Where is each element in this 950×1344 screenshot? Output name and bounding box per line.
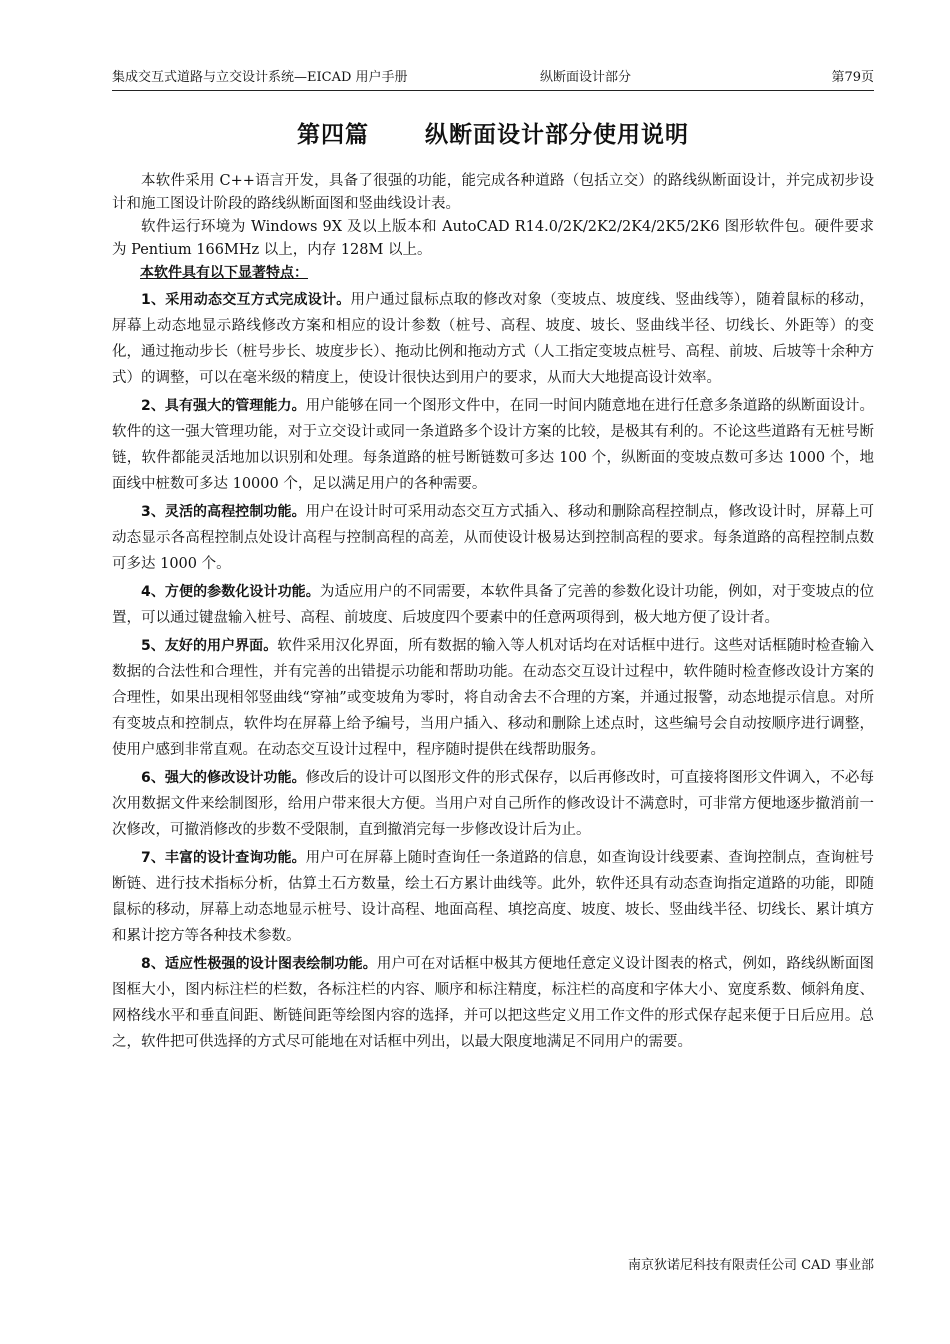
feature-body-7: 用户可在屏幕上随时查询任一条道路的信息，如查询设计线要素、查询控制点，查询桩号断链、进行技术指标分析，估算土石方数量，绘土石方累计曲线等。此外，软件还具有动态查询指定道路的功能，即随鼠标的移动，屏幕上动态地显示桩号、设计高程、地面高程、填挖高度、坡度、坡长、竖曲线半径、切线长、累计填方和累计挖方等各种技术参数。: [112, 850, 874, 944]
header-page-number: 第79页: [831, 70, 874, 85]
header-section-name: 纵断面设计部分: [540, 70, 632, 85]
feature-paragraph-6: [112, 765, 874, 843]
feature-title-1: 1、采用动态交互方式完成设计。: [141, 292, 351, 308]
feature-title-5: 5、友好的用户界面。: [141, 638, 278, 654]
chapter-name: 纵断面设计部分使用说明: [425, 122, 689, 148]
feature-body-1: 用户通过鼠标点取的修改对象（变坡点、坡度线、竖曲线等），随着鼠标的移动，屏幕上动态地显示路线修改方案和相应的设计参数（桩号、高程、坡度、坡长、竖曲线半径、切线长、外距等）的变化，通过拖动步长（桩号步长、坡度步长）、拖动比例和拖动方式（人工指定变坡点桩号、高程、前坡、后坡等十余种方式）的调整，可以在毫米级的精度上，使设计很快达到用户的要求，从而大大地提高设计效率。: [112, 292, 874, 386]
feature-title-3: 3、灵活的高程控制功能。: [141, 504, 306, 520]
page-footer: 南京狄诺尼科技有限责任公司 CAD 事业部: [627, 1258, 874, 1273]
chapter-part-label: 第四篇: [297, 122, 369, 148]
header-manual-title: 集成交互式道路与立交设计系统—EICAD 用户手册: [112, 70, 408, 85]
body-content: [112, 170, 874, 1055]
feature-paragraph-2: [112, 393, 874, 497]
feature-body-3: 用户在设计时可采用动态交互方式插入、移动和删除高程控制点，修改设计时，屏幕上可动态显示各高程控制点处设计高程与控制高程的高差，从而使设计极易达到控制高程的要求。每条道路的高程控制点数可多达 1000 个。: [112, 504, 874, 572]
intro-paragraph-2: 软件运行环境为 Windows 9X 及以上版本和 AutoCAD R14.0/2K/2K2/2K4/2K5/2K6 图形软件包。硬件要求为 Pentium 166MHz 以上，内存 128M 以上。: [112, 219, 874, 258]
feature-body-5: 软件采用汉化界面，所有数据的输入等人机对话均在对话框中进行。这些对话框随时检查输入数据的合法性和合理性，并有完善的出错提示功能和帮助功能。在动态交互设计过程中，软件随时检查修改设计方案的合理性，如果出现相邻竖曲线“穿袖”或变坡角为零时，将自动舍去不合理的方案，并通过报警，动态地提示信息。对所有变坡点和控制点，软件均在屏幕上给予编号，当用户插入、移动和删除上述点时，这些编号会自动按顺序进行调整，使用户感到非常直观。在动态交互设计过程中，程序随时提供在线帮助服务。: [112, 638, 874, 758]
feature-body-8: 用户可在对话框中极其方便地任意定义设计图表的格式，例如，路线纵断面图图框大小，图内标注栏的栏数，各标注栏的内容、顺序和标注精度，标注栏的高度和字体大小、宽度系数、倾斜角度、网格线水平和垂直间距、断链间距等绘图内容的选择，并可以把这些定义用工作文件的形式保存起来便于日后应用。总之，软件把可供选择的方式尽可能地在对话框中列出，以最大限度地满足不同用户的需要。: [112, 956, 874, 1050]
feature-paragraph-5: [112, 633, 874, 763]
feature-body-6: 修改后的设计可以图形文件的形式保存，以后再修改时，可直接将图形文件调入，不必每次用数据文件来绘制图形，给用户带来很大方便。当用户对自己所作的修改设计不满意时，可非常方便地逐步撤消前一次修改，可撤消修改的步数不受限制，直到撤消完每一步修改设计后为止。: [112, 770, 874, 838]
feature-title-7: 7、丰富的设计查询功能。: [141, 850, 306, 866]
feature-paragraph-7: [112, 845, 874, 949]
feature-paragraph-1: [112, 287, 874, 391]
feature-body-2: 用户能够在同一个图形文件中，在同一时间内随意地在进行任意多条道路的纵断面设计。软件的这一强大管理功能，对于立交设计或同一条道路多个设计方案的比较，是极其有利的。不论这些道路有无桩号断链，软件都能灵活地加以识别和处理。每条道路的桩号断链数可多达 100 个，纵断面的变坡点数可多达 1000 个，地面线中桩数可多达 10000 个，足以满足用户的各种需要。: [112, 398, 874, 492]
feature-title-8: 8、适应性极强的设计图表绘制功能。: [141, 956, 377, 972]
feature-title-2: 2、具有强大的管理能力。: [141, 398, 306, 414]
feature-body-4: 为适应用户的不同需要，本软件具备了完善的参数化设计功能，例如，对于变坡点的位置，可以通过键盘输入桩号、高程、前坡度、后坡度四个要素中的任意两项得到，极大地方便了设计者。: [112, 584, 875, 626]
feature-paragraph-4: [112, 579, 874, 631]
feature-title-6: 6、强大的修改设计功能。: [141, 770, 306, 786]
document-page: [112, 0, 874, 1344]
feature-title-4: 4、方便的参数化设计功能。: [141, 584, 320, 600]
features-heading-text: 本软件具有以下显著特点：: [140, 265, 308, 281]
feature-paragraph-3: [112, 499, 874, 577]
page-header: [112, 68, 874, 91]
features-heading: [112, 262, 874, 285]
feature-paragraph-8: [112, 951, 874, 1055]
chapter-title: [112, 118, 874, 152]
intro-paragraph-1: 本软件采用 C++语言开发，具备了很强的功能，能完成各种道路（包括立交）的路线纵断面设计，并完成初步设计和施工图设计阶段的路线纵断面图和竖曲线设计表。: [112, 173, 874, 212]
